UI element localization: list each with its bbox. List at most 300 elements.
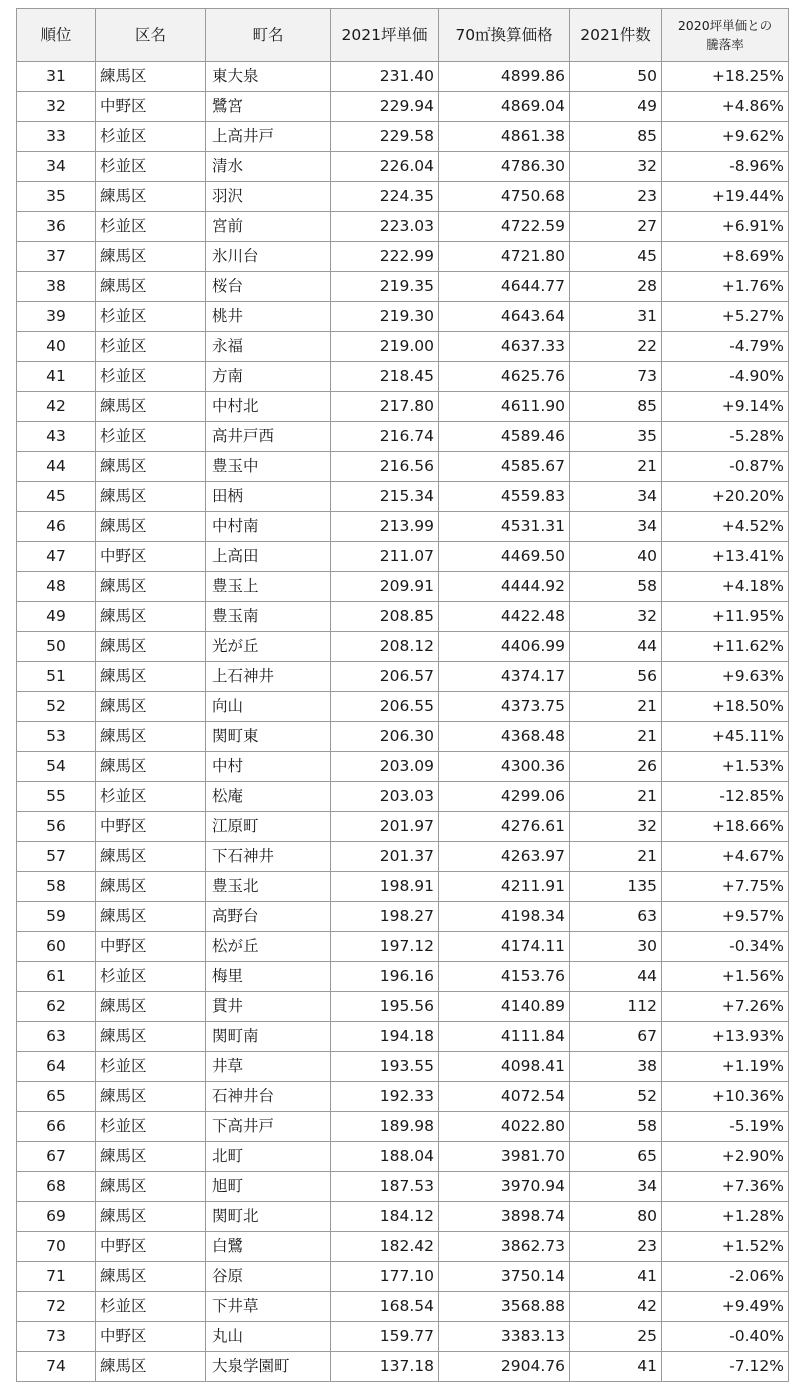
table-row — [17, 722, 789, 752]
cell-price: 209.91 — [331, 572, 439, 602]
cell-converted-price: 4263.97 — [439, 842, 570, 872]
cell-change-rate: +1.76% — [662, 272, 789, 302]
cell-town: 上高井戸 — [206, 122, 331, 152]
table-row — [17, 62, 789, 92]
cell-rank: 63 — [17, 1022, 96, 1052]
cell-ward: 杉並区 — [96, 332, 206, 362]
table-row — [17, 1172, 789, 1202]
cell-ward: 練馬区 — [96, 482, 206, 512]
cell-converted-price: 4098.41 — [439, 1052, 570, 1082]
cell-price: 206.55 — [331, 692, 439, 722]
cell-town: 中村南 — [206, 512, 331, 542]
cell-ward: 杉並区 — [96, 782, 206, 812]
cell-change-rate: +1.52% — [662, 1232, 789, 1262]
cell-ward: 練馬区 — [96, 272, 206, 302]
cell-converted-price: 4373.75 — [439, 692, 570, 722]
cell-count: 52 — [570, 1082, 662, 1112]
cell-price: 187.53 — [331, 1172, 439, 1202]
cell-town: 田柄 — [206, 482, 331, 512]
cell-price: 219.35 — [331, 272, 439, 302]
cell-town: 関町南 — [206, 1022, 331, 1052]
table-row — [17, 212, 789, 242]
cell-change-rate: +1.53% — [662, 752, 789, 782]
cell-rank: 37 — [17, 242, 96, 272]
cell-ward: 杉並区 — [96, 1052, 206, 1082]
cell-rank: 42 — [17, 392, 96, 422]
cell-count: 41 — [570, 1262, 662, 1292]
cell-change-rate: -7.12% — [662, 1352, 789, 1382]
header-change-line1: 2020坪単価との — [677, 18, 773, 33]
cell-count: 67 — [570, 1022, 662, 1052]
cell-ward: 練馬区 — [96, 662, 206, 692]
cell-town: 関町東 — [206, 722, 331, 752]
cell-count: 65 — [570, 1142, 662, 1172]
cell-town: 中村 — [206, 752, 331, 782]
cell-count: 135 — [570, 872, 662, 902]
cell-price: 197.12 — [331, 932, 439, 962]
table-row — [17, 242, 789, 272]
cell-count: 23 — [570, 1232, 662, 1262]
cell-town: 氷川台 — [206, 242, 331, 272]
cell-ward: 中野区 — [96, 1232, 206, 1262]
cell-converted-price: 4422.48 — [439, 602, 570, 632]
cell-change-rate: -5.19% — [662, 1112, 789, 1142]
cell-converted-price: 4153.76 — [439, 962, 570, 992]
cell-rank: 41 — [17, 362, 96, 392]
cell-town: 大泉学園町 — [206, 1352, 331, 1382]
cell-ward: 杉並区 — [96, 422, 206, 452]
cell-converted-price: 4585.67 — [439, 452, 570, 482]
cell-change-rate: +19.44% — [662, 182, 789, 212]
cell-price: 196.16 — [331, 962, 439, 992]
cell-converted-price: 4625.76 — [439, 362, 570, 392]
cell-ward: 練馬区 — [96, 242, 206, 272]
cell-price: 192.33 — [331, 1082, 439, 1112]
cell-count: 22 — [570, 332, 662, 362]
cell-rank: 50 — [17, 632, 96, 662]
table-row — [17, 422, 789, 452]
cell-ward: 練馬区 — [96, 62, 206, 92]
cell-price: 213.99 — [331, 512, 439, 542]
cell-town: 向山 — [206, 692, 331, 722]
cell-change-rate: -4.79% — [662, 332, 789, 362]
cell-town: 松が丘 — [206, 932, 331, 962]
cell-price: 206.30 — [331, 722, 439, 752]
cell-rank: 45 — [17, 482, 96, 512]
cell-count: 35 — [570, 422, 662, 452]
table-row — [17, 92, 789, 122]
cell-count: 23 — [570, 182, 662, 212]
table-row — [17, 572, 789, 602]
cell-price: 177.10 — [331, 1262, 439, 1292]
table-row — [17, 1322, 789, 1352]
cell-converted-price: 2904.76 — [439, 1352, 570, 1382]
cell-count: 85 — [570, 392, 662, 422]
cell-converted-price: 4140.89 — [439, 992, 570, 1022]
cell-change-rate: +5.27% — [662, 302, 789, 332]
cell-town: 貫井 — [206, 992, 331, 1022]
cell-rank: 62 — [17, 992, 96, 1022]
cell-town: 旭町 — [206, 1172, 331, 1202]
cell-converted-price: 4644.77 — [439, 272, 570, 302]
cell-change-rate: +4.86% — [662, 92, 789, 122]
cell-ward: 中野区 — [96, 542, 206, 572]
cell-ward: 中野区 — [96, 92, 206, 122]
cell-ward: 練馬区 — [96, 182, 206, 212]
cell-town: 下高井戸 — [206, 1112, 331, 1142]
cell-price: 203.09 — [331, 752, 439, 782]
header-change-rate — [662, 9, 789, 62]
cell-rank: 49 — [17, 602, 96, 632]
cell-rank: 55 — [17, 782, 96, 812]
cell-town: 豊玉上 — [206, 572, 331, 602]
table-row — [17, 1052, 789, 1082]
cell-town: 石神井台 — [206, 1082, 331, 1112]
cell-price: 223.03 — [331, 212, 439, 242]
cell-town: 高野台 — [206, 902, 331, 932]
cell-converted-price: 4111.84 — [439, 1022, 570, 1052]
table-row — [17, 1262, 789, 1292]
header-row — [17, 9, 789, 62]
cell-price: 203.03 — [331, 782, 439, 812]
table-row — [17, 332, 789, 362]
cell-ward: 練馬区 — [96, 872, 206, 902]
table-row — [17, 932, 789, 962]
cell-rank: 68 — [17, 1172, 96, 1202]
cell-change-rate: +4.52% — [662, 512, 789, 542]
table-row — [17, 542, 789, 572]
cell-count: 42 — [570, 1292, 662, 1322]
cell-price: 229.58 — [331, 122, 439, 152]
cell-town: 方南 — [206, 362, 331, 392]
cell-town: 関町北 — [206, 1202, 331, 1232]
cell-change-rate: +9.62% — [662, 122, 789, 152]
cell-converted-price: 4299.06 — [439, 782, 570, 812]
cell-converted-price: 4368.48 — [439, 722, 570, 752]
cell-town: 桜台 — [206, 272, 331, 302]
cell-count: 27 — [570, 212, 662, 242]
cell-town: 白鷺 — [206, 1232, 331, 1262]
cell-converted-price: 4198.34 — [439, 902, 570, 932]
cell-count: 45 — [570, 242, 662, 272]
cell-count: 26 — [570, 752, 662, 782]
cell-converted-price: 4300.36 — [439, 752, 570, 782]
cell-change-rate: +20.20% — [662, 482, 789, 512]
cell-ward: 練馬区 — [96, 1352, 206, 1382]
cell-change-rate: -12.85% — [662, 782, 789, 812]
cell-converted-price: 4174.11 — [439, 932, 570, 962]
cell-change-rate: +4.67% — [662, 842, 789, 872]
table-row — [17, 632, 789, 662]
cell-ward: 杉並区 — [96, 152, 206, 182]
cell-price: 198.27 — [331, 902, 439, 932]
cell-town: 桃井 — [206, 302, 331, 332]
cell-ward: 練馬区 — [96, 632, 206, 662]
cell-town: 上石神井 — [206, 662, 331, 692]
cell-count: 21 — [570, 782, 662, 812]
cell-change-rate: +9.57% — [662, 902, 789, 932]
cell-ward: 練馬区 — [96, 512, 206, 542]
cell-change-rate: +18.50% — [662, 692, 789, 722]
cell-change-rate: +2.90% — [662, 1142, 789, 1172]
cell-count: 38 — [570, 1052, 662, 1082]
header-count: 2021件数 — [570, 9, 662, 62]
cell-converted-price: 4861.38 — [439, 122, 570, 152]
cell-rank: 51 — [17, 662, 96, 692]
cell-change-rate: +11.62% — [662, 632, 789, 662]
table-row — [17, 782, 789, 812]
cell-change-rate: +18.25% — [662, 62, 789, 92]
cell-rank: 58 — [17, 872, 96, 902]
cell-converted-price: 3862.73 — [439, 1232, 570, 1262]
cell-price: 216.74 — [331, 422, 439, 452]
cell-price: 216.56 — [331, 452, 439, 482]
cell-ward: 杉並区 — [96, 1112, 206, 1142]
cell-ward: 練馬区 — [96, 752, 206, 782]
ranking-table — [16, 8, 789, 1382]
cell-rank: 38 — [17, 272, 96, 302]
cell-converted-price: 4469.50 — [439, 542, 570, 572]
cell-converted-price: 4444.92 — [439, 572, 570, 602]
cell-price: 229.94 — [331, 92, 439, 122]
cell-change-rate: -2.06% — [662, 1262, 789, 1292]
cell-ward: 練馬区 — [96, 1262, 206, 1292]
cell-price: 198.91 — [331, 872, 439, 902]
table-row — [17, 1082, 789, 1112]
cell-ward: 練馬区 — [96, 572, 206, 602]
cell-count: 85 — [570, 122, 662, 152]
cell-rank: 46 — [17, 512, 96, 542]
ranking-table-container — [16, 8, 789, 1382]
cell-price: 193.55 — [331, 1052, 439, 1082]
table-row — [17, 392, 789, 422]
table-row — [17, 1022, 789, 1052]
cell-ward: 練馬区 — [96, 692, 206, 722]
table-row — [17, 602, 789, 632]
cell-ward: 杉並区 — [96, 962, 206, 992]
table-row — [17, 1232, 789, 1262]
cell-count: 21 — [570, 722, 662, 752]
cell-price: 159.77 — [331, 1322, 439, 1352]
table-row — [17, 272, 789, 302]
cell-converted-price: 4531.31 — [439, 512, 570, 542]
cell-change-rate: +8.69% — [662, 242, 789, 272]
cell-count: 49 — [570, 92, 662, 122]
cell-rank: 31 — [17, 62, 96, 92]
cell-town: 丸山 — [206, 1322, 331, 1352]
cell-count: 34 — [570, 1172, 662, 1202]
cell-change-rate: +13.93% — [662, 1022, 789, 1052]
table-row — [17, 872, 789, 902]
cell-ward: 中野区 — [96, 1322, 206, 1352]
cell-rank: 40 — [17, 332, 96, 362]
cell-town: 豊玉中 — [206, 452, 331, 482]
cell-count: 21 — [570, 692, 662, 722]
cell-rank: 67 — [17, 1142, 96, 1172]
cell-converted-price: 4722.59 — [439, 212, 570, 242]
cell-count: 41 — [570, 1352, 662, 1382]
cell-count: 32 — [570, 602, 662, 632]
table-row — [17, 752, 789, 782]
table-row — [17, 512, 789, 542]
table-row — [17, 992, 789, 1022]
cell-change-rate: +7.36% — [662, 1172, 789, 1202]
cell-change-rate: +13.41% — [662, 542, 789, 572]
cell-town: 上高田 — [206, 542, 331, 572]
cell-rank: 54 — [17, 752, 96, 782]
table-row — [17, 1352, 789, 1382]
cell-converted-price: 4899.86 — [439, 62, 570, 92]
cell-rank: 70 — [17, 1232, 96, 1262]
cell-town: 谷原 — [206, 1262, 331, 1292]
cell-converted-price: 3970.94 — [439, 1172, 570, 1202]
cell-town: 羽沢 — [206, 182, 331, 212]
cell-rank: 48 — [17, 572, 96, 602]
cell-rank: 60 — [17, 932, 96, 962]
cell-converted-price: 4643.64 — [439, 302, 570, 332]
cell-rank: 35 — [17, 182, 96, 212]
cell-town: 梅里 — [206, 962, 331, 992]
cell-converted-price: 4022.80 — [439, 1112, 570, 1142]
cell-converted-price: 4786.30 — [439, 152, 570, 182]
cell-price: 226.04 — [331, 152, 439, 182]
cell-price: 215.34 — [331, 482, 439, 512]
cell-change-rate: +1.28% — [662, 1202, 789, 1232]
cell-count: 50 — [570, 62, 662, 92]
cell-price: 206.57 — [331, 662, 439, 692]
cell-ward: 杉並区 — [96, 212, 206, 242]
cell-rank: 56 — [17, 812, 96, 842]
cell-price: 219.30 — [331, 302, 439, 332]
cell-change-rate: +1.19% — [662, 1052, 789, 1082]
cell-ward: 練馬区 — [96, 1082, 206, 1112]
cell-converted-price: 4611.90 — [439, 392, 570, 422]
cell-change-rate: -4.90% — [662, 362, 789, 392]
cell-town: 北町 — [206, 1142, 331, 1172]
cell-change-rate: +7.75% — [662, 872, 789, 902]
cell-town: 宮前 — [206, 212, 331, 242]
cell-town: 中村北 — [206, 392, 331, 422]
table-row — [17, 1202, 789, 1232]
cell-ward: 練馬区 — [96, 992, 206, 1022]
table-row — [17, 662, 789, 692]
cell-converted-price: 4211.91 — [439, 872, 570, 902]
cell-ward: 中野区 — [96, 932, 206, 962]
cell-rank: 36 — [17, 212, 96, 242]
table-row — [17, 362, 789, 392]
cell-count: 56 — [570, 662, 662, 692]
header-price: 2021坪単価 — [331, 9, 439, 62]
cell-count: 73 — [570, 362, 662, 392]
cell-price: 201.97 — [331, 812, 439, 842]
cell-rank: 52 — [17, 692, 96, 722]
cell-change-rate: +9.63% — [662, 662, 789, 692]
cell-change-rate: +9.14% — [662, 392, 789, 422]
cell-price: 195.56 — [331, 992, 439, 1022]
cell-count: 112 — [570, 992, 662, 1022]
table-row — [17, 182, 789, 212]
cell-count: 63 — [570, 902, 662, 932]
cell-change-rate: +6.91% — [662, 212, 789, 242]
cell-town: 下井草 — [206, 1292, 331, 1322]
cell-change-rate: -0.34% — [662, 932, 789, 962]
cell-price: 224.35 — [331, 182, 439, 212]
cell-rank: 69 — [17, 1202, 96, 1232]
cell-ward: 杉並区 — [96, 122, 206, 152]
cell-ward: 練馬区 — [96, 452, 206, 482]
cell-converted-price: 4374.17 — [439, 662, 570, 692]
cell-rank: 33 — [17, 122, 96, 152]
cell-converted-price: 3981.70 — [439, 1142, 570, 1172]
table-row — [17, 152, 789, 182]
header-converted-price: 70㎡換算価格 — [439, 9, 570, 62]
cell-ward: 練馬区 — [96, 1142, 206, 1172]
cell-rank: 32 — [17, 92, 96, 122]
cell-town: 東大泉 — [206, 62, 331, 92]
cell-change-rate: +1.56% — [662, 962, 789, 992]
cell-change-rate: -0.87% — [662, 452, 789, 482]
cell-price: 189.98 — [331, 1112, 439, 1142]
cell-town: 松庵 — [206, 782, 331, 812]
cell-count: 21 — [570, 452, 662, 482]
cell-ward: 練馬区 — [96, 1202, 206, 1232]
cell-count: 80 — [570, 1202, 662, 1232]
table-row — [17, 1292, 789, 1322]
cell-price: 211.07 — [331, 542, 439, 572]
cell-rank: 44 — [17, 452, 96, 482]
cell-town: 江原町 — [206, 812, 331, 842]
table-row — [17, 812, 789, 842]
cell-count: 34 — [570, 512, 662, 542]
cell-converted-price: 4750.68 — [439, 182, 570, 212]
cell-change-rate: +18.66% — [662, 812, 789, 842]
cell-converted-price: 3568.88 — [439, 1292, 570, 1322]
cell-price: 184.12 — [331, 1202, 439, 1232]
cell-town: 豊玉北 — [206, 872, 331, 902]
cell-town: 下石神井 — [206, 842, 331, 872]
table-row — [17, 452, 789, 482]
cell-rank: 34 — [17, 152, 96, 182]
cell-rank: 43 — [17, 422, 96, 452]
cell-price: 217.80 — [331, 392, 439, 422]
cell-change-rate: -8.96% — [662, 152, 789, 182]
header-change-line2: 騰落率 — [706, 37, 744, 52]
cell-ward: 練馬区 — [96, 722, 206, 752]
table-row — [17, 962, 789, 992]
cell-ward: 練馬区 — [96, 392, 206, 422]
cell-change-rate: +7.26% — [662, 992, 789, 1022]
cell-rank: 66 — [17, 1112, 96, 1142]
cell-change-rate: +45.11% — [662, 722, 789, 752]
cell-count: 31 — [570, 302, 662, 332]
cell-count: 21 — [570, 842, 662, 872]
cell-count: 44 — [570, 962, 662, 992]
cell-count: 44 — [570, 632, 662, 662]
cell-change-rate: -5.28% — [662, 422, 789, 452]
cell-converted-price: 3898.74 — [439, 1202, 570, 1232]
cell-ward: 杉並区 — [96, 1292, 206, 1322]
table-row — [17, 1142, 789, 1172]
cell-rank: 61 — [17, 962, 96, 992]
cell-town: 永福 — [206, 332, 331, 362]
header-ward: 区名 — [96, 9, 206, 62]
cell-price: 231.40 — [331, 62, 439, 92]
cell-rank: 71 — [17, 1262, 96, 1292]
cell-rank: 47 — [17, 542, 96, 572]
cell-rank: 39 — [17, 302, 96, 332]
cell-change-rate: +9.49% — [662, 1292, 789, 1322]
cell-count: 25 — [570, 1322, 662, 1352]
